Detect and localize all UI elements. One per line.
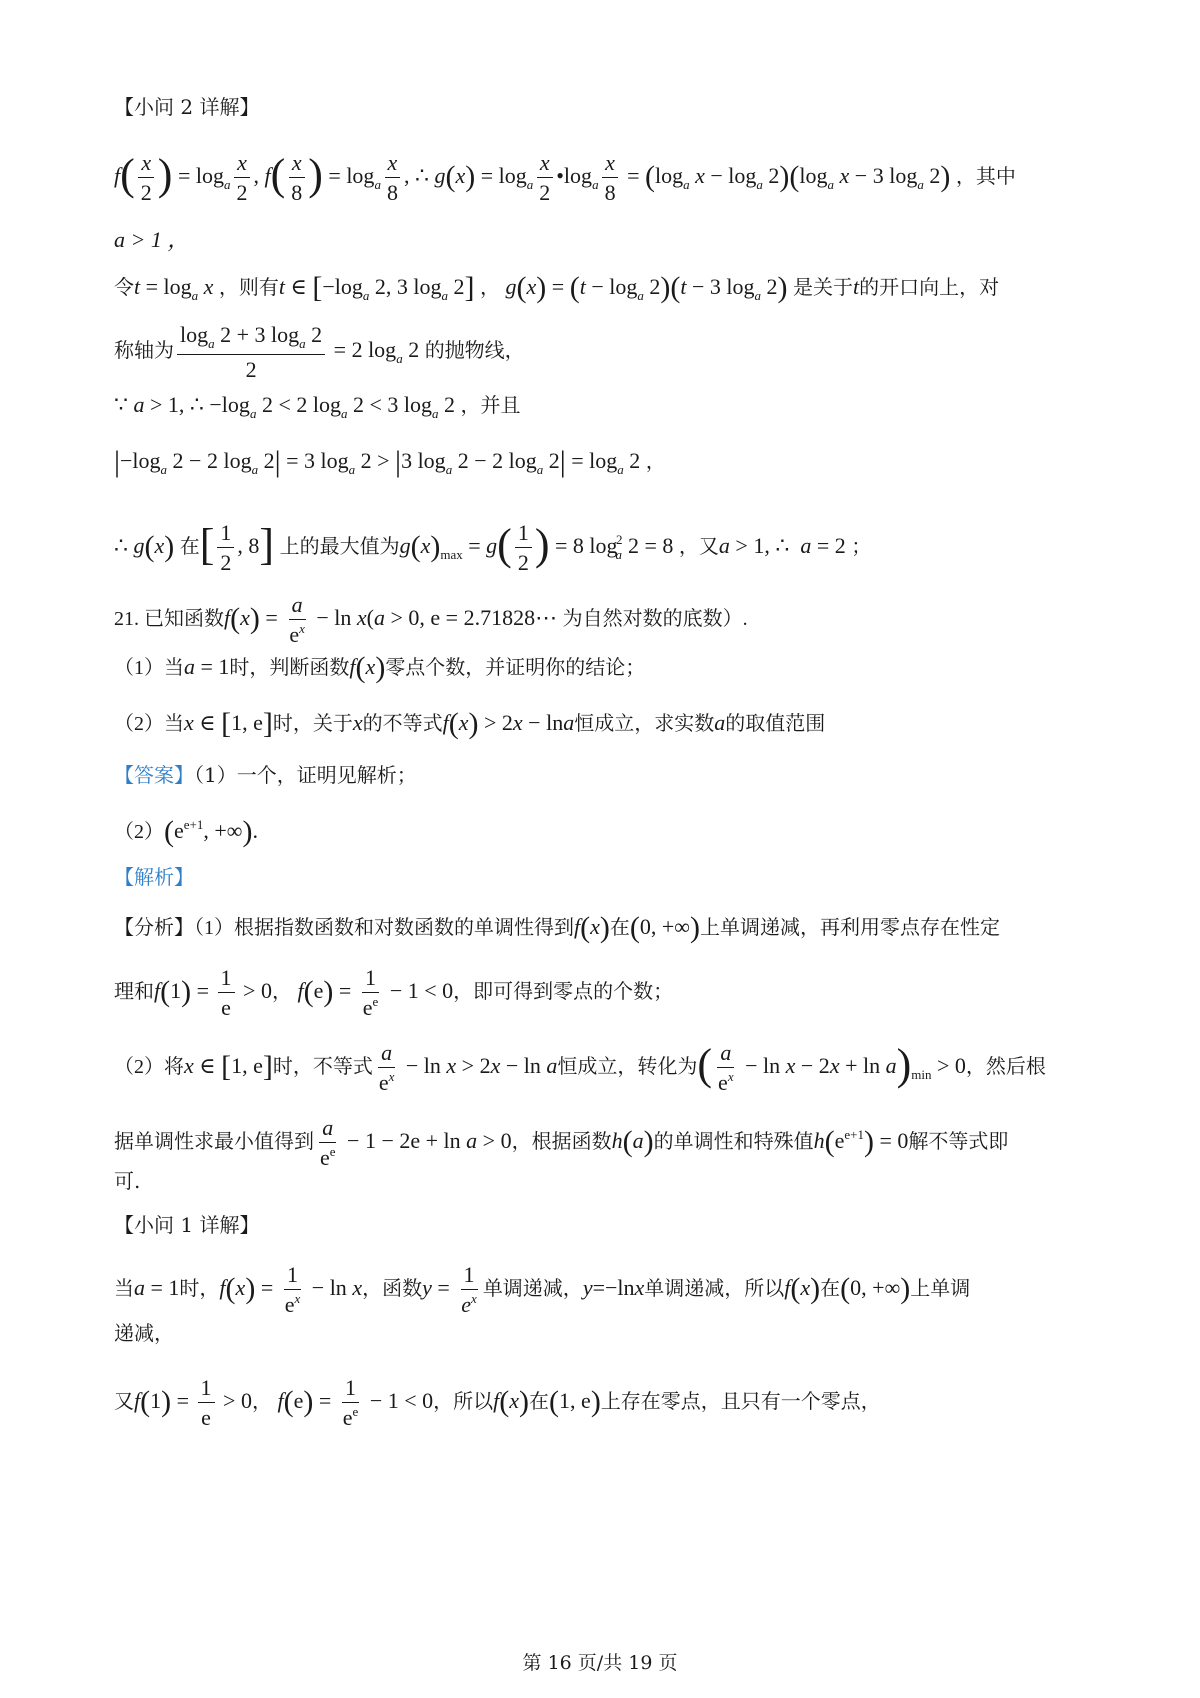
- text-shiguanyu: 是关于: [793, 277, 853, 299]
- heading-text: 【小问 2 详解】: [114, 95, 260, 119]
- text-bingqie: ，并且: [460, 395, 521, 417]
- text-guanyu: 时，关于: [272, 713, 353, 735]
- text-zai-4: 在: [529, 1390, 550, 1413]
- text-hengchengli: 恒成立，求实数: [574, 713, 715, 735]
- problem-21-statement: 21. 已知函数f(x) = $\frac{a}{e^x}$ − ln x(a > 0, e = 2.71828⋯ 为自然对数的底数）.: [114, 592, 748, 648]
- analysis-text-2: 上单调递减，再利用零点存在性定: [699, 917, 1000, 939]
- solution-part-1-line-1: 当a = 1时，f(x) = $\frac{1}{e^x}$ − ln x，函数y = $\frac{1}{e^x}$ 单调递减，y=−lnx单调递减，所以f(x)在(0, +∞)上单调: [114, 1262, 971, 1318]
- page-number-text: 第 16 页/共 19 页: [522, 1652, 678, 1674]
- text-kaikou: 的开口向上，对: [859, 277, 1000, 299]
- text-zeyou: ，则有: [218, 277, 279, 299]
- text-jiang: （2）将: [114, 1055, 184, 1078]
- problem-number-text: 21. 已知函数: [114, 607, 224, 630]
- text-dandiao-dijian-suoyi: 单调递减，所以: [644, 1277, 785, 1300]
- text-zhuanhuawei: 恒成立，转化为: [557, 1055, 698, 1078]
- text-quzhi-fanwei: 的取值范围: [725, 713, 826, 735]
- text-dijian: 递减，: [114, 1321, 174, 1345]
- text-comma-4: ，: [251, 1390, 272, 1413]
- text-comma-3: ，: [271, 980, 292, 1003]
- problem-21-part-1: （1）当a = 1时，判断函数f(x)零点个数，并证明你的结论；: [114, 651, 646, 684]
- analysis-part-2-line-2: 据单调性求最小值得到 $\frac{a}{e^e}$ − 1 − 2e + ln a > 0，根据函数h(a)的单调性和特殊值$h(e^{e+1}) = 0$解不等式即: [114, 1115, 1009, 1171]
- solution-part-1-line-3: 又f(1) = $\frac{1}{e}$ > 0， f(e) = $\frac{1}{e^e}$ − 1 < 0，所以f(x)在(1, e)上存在零点，且只有一个零点，: [114, 1375, 881, 1431]
- text-chengzhouwei: 称轴为: [114, 340, 174, 363]
- text-zai-2: 在: [609, 917, 630, 939]
- solution-part-1-line-2: [114, 1318, 1096, 1348]
- text-shangdandiao: 上单调: [910, 1277, 971, 1300]
- text-you-2: 又: [114, 1390, 134, 1413]
- answer-part-2-label: （2）: [114, 821, 164, 843]
- problem-21-part-2: （2）当x ∈ [1, e]时，关于x的不等式f(x) > 2x − lna恒成立，求实数a的取值范围: [114, 707, 826, 740]
- answer-line-1: [114, 760, 1096, 790]
- text-paowuxian: 的抛物线，: [424, 340, 525, 363]
- text-shi: 时，: [179, 1277, 220, 1300]
- condition-a-gt-1: [114, 225, 1096, 255]
- text-a-gt-1: a > 1 ，: [114, 227, 190, 252]
- text-dandiao-dijian: 单调递减，: [482, 1277, 583, 1300]
- max-value-line: ∴ g(x) 在[ $\frac{1}{2}$ , 8] 上的最大值为$g(x)_{max} = g$( $\frac{1}{2}$ ) = 8 $\log_a^2 2 = 8$ ，又a > 1, ∴ a = 2 ；: [114, 519, 872, 576]
- text-suoyi: ，所以: [433, 1390, 494, 1413]
- text-genjuhanshu: ，根据函数: [511, 1130, 612, 1153]
- text-cunzai-lingdian: 上存在零点，且只有一个零点，: [600, 1390, 881, 1413]
- analysis-part-1-line-2: 理和f(1) = $\frac{1}{e}$ > 0， f(e) = $\frac{1}{e^e}$ − 1 < 0，即可得到零点的个数；: [114, 965, 674, 1021]
- text-budengshi: 的不等式: [362, 713, 443, 735]
- text-panduan: 时，判断函数: [229, 657, 350, 679]
- inequality-chain-line: ∵ a > 1, ∴ $-\log_a$ 2 < 2 $\log_a 2 < 3$ $\log_a 2$ ，并且: [114, 392, 521, 421]
- text-semicolon: ；: [851, 535, 872, 558]
- text-hanshu: ，函数: [362, 1277, 423, 1300]
- analysis-text-1: 【分析】（1）根据指数函数和对数函数的单调性得到: [114, 917, 574, 939]
- text-ranhougen: ，然后根: [965, 1055, 1046, 1078]
- text-qizhong: ，其中: [955, 165, 1016, 188]
- text-budengshi-2: 时，不等式: [272, 1055, 373, 1078]
- text-ke: 可.: [114, 1169, 141, 1193]
- axis-of-symmetry-line: 称轴为 $\frac{\log_a 2 + 3 \log_a 2}{2}$ = 2 $\log_a 2$ 的抛物线，: [114, 322, 525, 382]
- text-jiebudengshi: 解不等式即: [908, 1130, 1009, 1153]
- text-zai-3: 在: [820, 1277, 841, 1300]
- text-ziran-duishu: 为自然对数的底数）.: [562, 607, 748, 630]
- text-you: ，又: [678, 535, 719, 558]
- analysis-part-1-line-1: 【分析】（1）根据指数函数和对数函数的单调性得到f(x)在(0, +∞)上单调递减，再利用零点存在性定: [114, 911, 1000, 944]
- substitution-line: 令$t = \log_a x$ ，则有t ∈ [$-\log_a$ 2, 3 $\log_a 2$] ， $g(x) = (t - \log_a 2)(t - 3$ $\log_a 2$) 是关于t的开口向上，对: [114, 271, 1000, 304]
- heading-text-2: 【小问 1 详解】: [114, 1213, 260, 1237]
- page-footer: [0, 1648, 1200, 1675]
- text-zai: 在: [179, 535, 200, 558]
- answer-label: 【答案】: [114, 763, 194, 787]
- text-ling: 令: [114, 277, 134, 299]
- answer-text-1: （1）一个，证明见解析；: [194, 763, 417, 787]
- text-zuidazhi: 上的最大值为: [279, 535, 400, 558]
- heading-subquestion-2: [114, 92, 1096, 122]
- text-teshuzhi: 的单调性和特殊值: [653, 1130, 814, 1153]
- formula-g-definition: f( $\frac{x}{2}$ ) = $\log_a$ $\frac{x}{2}$ , f( $\frac{x}{8}$ ) = $\log_a$ $\frac{x}{8}$ , ∴ $g(x) = \log_a$ $\frac{x}{2}$ $•\log_a$ $\frac{x}{8}$ = ($\log_a$ $x - \log_a 2)(\log_a$ x − 3 $\log_a 2$) ，其中: [114, 149, 1016, 206]
- absolute-value-line: $|-\log_a$ 2 − 2 $\log_a 2| = 3$ $\log_a 2 > |3$ $\log_a 2 - 2$ $\log_a 2| = \log_a 2$ ，: [114, 445, 666, 478]
- analysis-end-line: [114, 1166, 1096, 1196]
- analysis-heading: [114, 862, 1096, 892]
- text-dang: 当: [114, 1277, 134, 1300]
- text-comma-2: ，: [645, 451, 666, 473]
- text-jike: ，即可得到零点的个数；: [453, 980, 674, 1003]
- answer-line-2: $(2)(e^{e+1}$, +∞).: [114, 815, 258, 848]
- part-1-label: （1）当: [114, 657, 184, 679]
- analysis-label: 【解析】: [114, 865, 194, 889]
- part-2-label: （2）当: [114, 713, 184, 735]
- text-comma: ，: [480, 277, 500, 299]
- analysis-part-2-line-1: （2）将x ∈ [1, e]时，不等式 $\frac{a}{e^x}$ − ln x > 2x − ln a恒成立，转化为( $\frac{a}{e^x}$ − $\ln x - 2x + \ln a)_{min} > 0$，然后根: [114, 1039, 1046, 1096]
- text-lihe: 理和: [114, 980, 154, 1003]
- text-lingdian-geshu: 零点个数，并证明你的结论；: [385, 657, 646, 679]
- text-danxiaozhi: 据单调性求最小值得到: [114, 1130, 314, 1153]
- heading-subquestion-1: [114, 1210, 1096, 1240]
